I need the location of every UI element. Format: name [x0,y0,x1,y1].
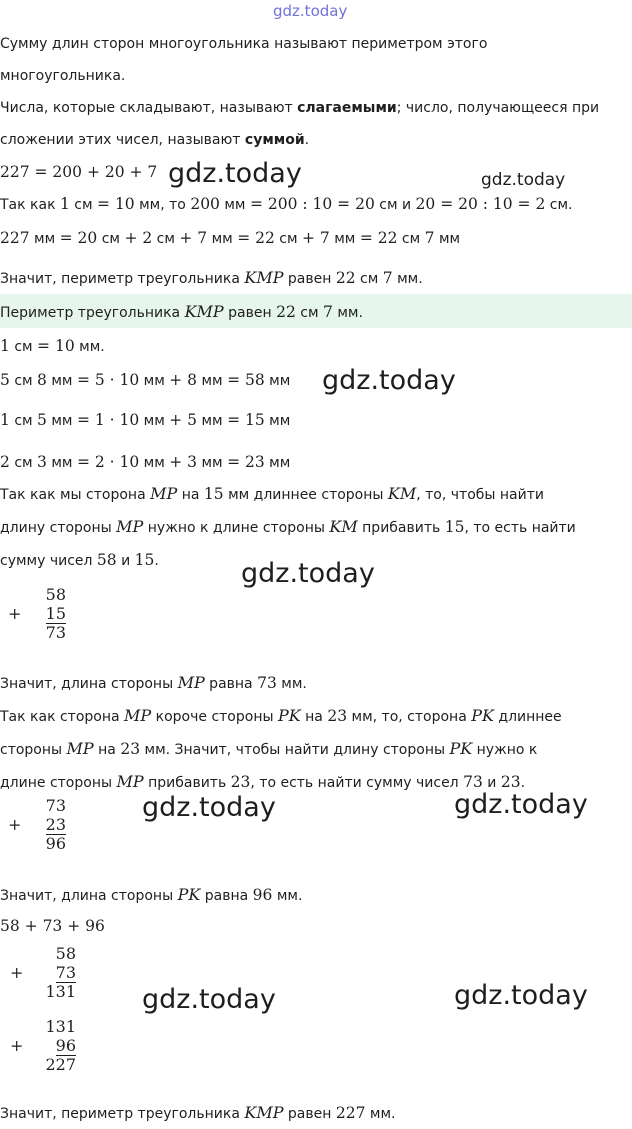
watermark: gdz.today [454,980,588,1011]
watermark: gdz.today [454,789,588,820]
reasoning-mp-line1: Так как мы сторона MP на 15 мм длиннее стороны KM, то, чтобы найти [0,484,544,503]
watermark: gdz.today [241,558,375,589]
conclusion-mp-length: Значит, длина стороны MP равна 73 мм. [0,673,307,692]
addend-top: 73 [45,796,66,815]
sum-result: 96 [45,834,66,853]
perimeter-sum-expression: 58 + 73 + 96 [0,917,105,935]
column-addition-58-73 [10,944,76,1001]
column-addition-58-15 [8,585,66,642]
reasoning-pk-line1: Так как сторона MP короче стороны PK на 23 мм, то, сторона PK длиннее [0,706,562,725]
addend-top: 58 [45,585,66,604]
reasoning-pk-line2: стороны MP на 23 мм. Значит, чтобы найти длину стороны PK нужно к [0,739,538,758]
plus-sign: + [8,815,22,834]
addend-bottom: 96 [55,1036,76,1055]
conclusion-perimeter-227: Значит, периметр треугольника KMP равен 227 мм. [0,1103,396,1122]
sum-result: 131 [45,982,76,1001]
addend-bottom: 15 [45,604,66,623]
addend-top: 131 [45,1017,76,1036]
conclusion-pk-length: Значит, длина стороны PK равна 96 мм. [0,885,303,904]
plus-sign: + [10,1036,24,1055]
equation-227-decomposition: 227 = 200 + 20 + 7 [0,163,158,181]
definition-perimeter-line2: многоугольника. [0,68,126,84]
plus-sign: + [8,604,22,623]
watermark: gdz.today [322,365,456,396]
equation-227mm: 227 мм = 20 см + 2 см + 7 мм = 22 см + 7 мм = 22 см 7 мм [0,229,461,247]
answer-perimeter-kmp: Периметр треугольника KMP равен 22 см 7 мм. [0,302,363,321]
plus-sign: + [10,963,24,982]
definition-sum-line1: Числа, которые складывают, называют слагаемыми; число, получающееся при [0,100,600,116]
cm-to-mm: 1 см = 10 мм. [0,337,105,355]
conversion-5cm8mm: 5 см 8 мм = 5 · 10 мм + 8 мм = 58 мм [0,371,291,389]
conversion-1cm5mm: 1 см 5 мм = 1 · 10 мм + 5 мм = 15 мм [0,411,291,429]
conversion-2cm3mm: 2 см 3 мм = 2 · 10 мм + 3 мм = 23 мм [0,453,291,471]
sum-result: 73 [45,623,66,642]
addend-bottom: 73 [55,963,76,982]
addend-bottom: 23 [45,815,66,834]
column-addition-131-96 [10,1017,76,1074]
definition-sum-line2: сложении этих чисел, называют суммой. [0,132,310,148]
watermark: gdz.today [142,792,276,823]
sum-result: 227 [45,1055,76,1074]
column-addition-73-23 [8,796,66,853]
addend-top: 58 [55,944,76,963]
definition-perimeter-line1: Сумму длин сторон многоугольника называют периметром этого [0,36,488,52]
reasoning-mp-line2: длину стороны MP нужно к длине стороны KM прибавить 15, то есть найти [0,517,576,536]
reasoning-pk-line3: длине стороны MP прибавить 23, то есть найти сумму чисел 73 и 23. [0,772,526,791]
watermark: gdz.today [481,170,566,190]
watermark: gdz.today [142,984,276,1015]
unit-conversion-line: Так как 1 см = 10 мм, то 200 мм = 200 : 10 = 20 см и 20 = 20 : 10 = 2 см. [0,195,573,213]
watermark-top: gdz.today [273,2,348,20]
watermark: gdz.today [168,158,302,189]
reasoning-mp-line3: сумму чисел 58 и 15. [0,551,159,569]
conclusion-perimeter-kmp: Значит, периметр треугольника KMP равен 22 см 7 мм. [0,268,423,287]
